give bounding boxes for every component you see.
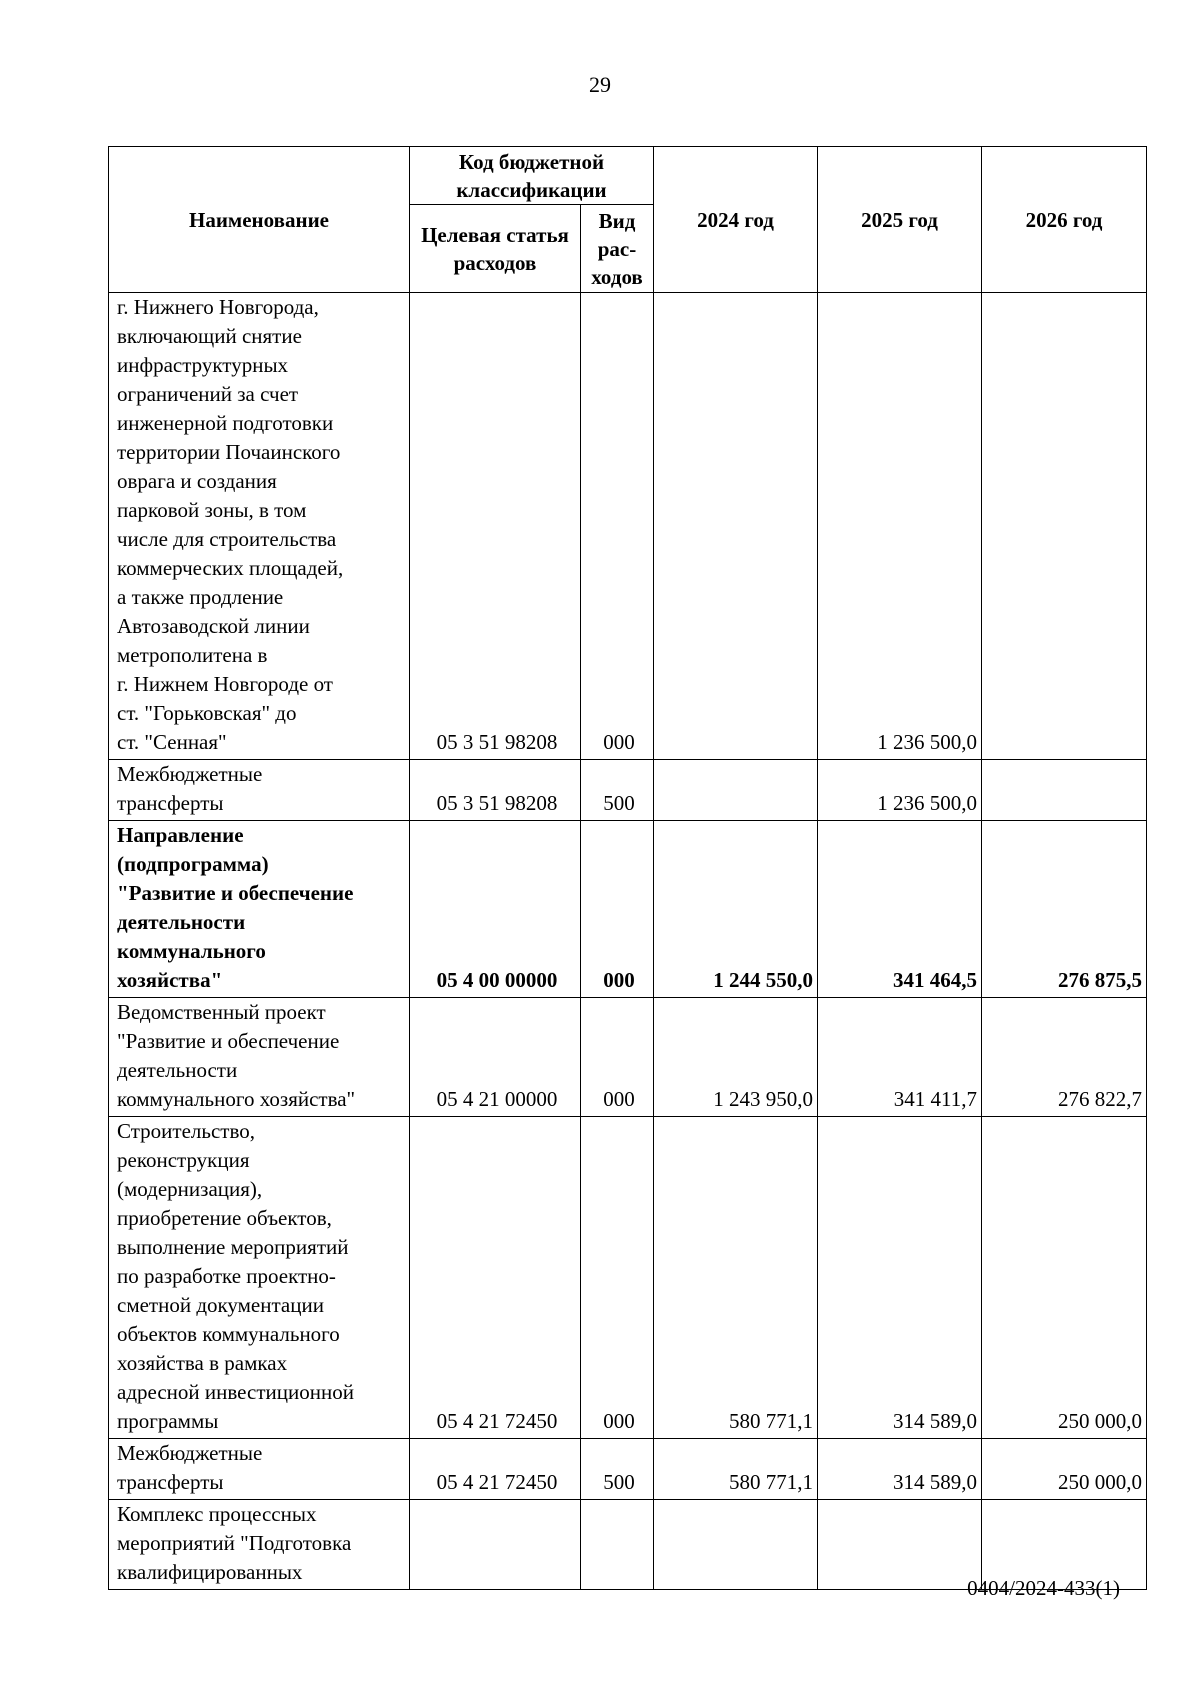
cell-2024: 1 243 950,0 bbox=[654, 998, 818, 1117]
header-target: Целевая статья расходов bbox=[410, 205, 581, 293]
table-row bbox=[109, 1439, 1147, 1500]
cell-target-code: 05 4 21 00000 bbox=[410, 998, 581, 1117]
cell-target-code bbox=[410, 1500, 581, 1590]
cell-name: Направление (подпрограмма) "Развитие и обеспечение деятельности коммунального хозяйства" bbox=[109, 821, 410, 998]
page-number: 29 bbox=[589, 72, 611, 97]
cell-2025: 1 236 500,0 bbox=[818, 760, 982, 821]
cell-2026 bbox=[982, 293, 1147, 760]
cell-2025: 1 236 500,0 bbox=[818, 293, 982, 760]
cell-target-code: 05 4 21 72450 bbox=[410, 1117, 581, 1439]
table-header bbox=[109, 147, 1147, 293]
cell-2026: 250 000,0 bbox=[982, 1117, 1147, 1439]
cell-expense-kind: 000 bbox=[581, 293, 654, 760]
cell-name: Межбюджетные трансферты bbox=[109, 760, 410, 821]
cell-2025: 314 589,0 bbox=[818, 1117, 982, 1439]
cell-2024: 580 771,1 bbox=[654, 1117, 818, 1439]
header-2024: 2024 год bbox=[654, 147, 818, 293]
table-row bbox=[109, 760, 1147, 821]
cell-2024: 1 244 550,0 bbox=[654, 821, 818, 998]
budget-table bbox=[108, 146, 1147, 1590]
cell-target-code: 05 3 51 98208 bbox=[410, 760, 581, 821]
header-2026: 2026 год bbox=[982, 147, 1147, 293]
cell-2026 bbox=[982, 760, 1147, 821]
cell-2025: 341 464,5 bbox=[818, 821, 982, 998]
cell-2025: 314 589,0 bbox=[818, 1439, 982, 1500]
header-name: Наименование bbox=[109, 147, 410, 293]
table-row bbox=[109, 998, 1147, 1117]
cell-2026: 250 000,0 bbox=[982, 1439, 1147, 1500]
cell-2024 bbox=[654, 760, 818, 821]
cell-expense-kind bbox=[581, 1500, 654, 1590]
cell-2025 bbox=[818, 1500, 982, 1590]
cell-2026: 276 822,7 bbox=[982, 998, 1147, 1117]
cell-expense-kind: 000 bbox=[581, 998, 654, 1117]
cell-name: г. Нижнего Новгорода, включающий снятие инфраструктурных ограничений за счет инженерной подготовки территории Почаинского оврага и создания парковой зоны, в том числе для строительства коммерческих площадей, а также продление Автозаводской линии метрополитена в г. Нижнем Новгороде от ст. "Горьковская" до ст. "Сенная" bbox=[109, 293, 410, 760]
cell-expense-kind: 000 bbox=[581, 1117, 654, 1439]
cell-name: Ведомственный проект "Развитие и обеспечение деятельности коммунального хозяйства" bbox=[109, 998, 410, 1117]
cell-name: Строительство, реконструкция (модернизация), приобретение объектов, выполнение мероприятий по разработке проектно- сметной документации объектов коммунального хозяйства в рамках адресной инвестиционной программы bbox=[109, 1117, 410, 1439]
cell-target-code: 05 4 21 72450 bbox=[410, 1439, 581, 1500]
cell-name: Межбюджетные трансферты bbox=[109, 1439, 410, 1500]
cell-target-code: 05 4 00 00000 bbox=[410, 821, 581, 998]
header-2025: 2025 год bbox=[818, 147, 982, 293]
cell-expense-kind: 000 bbox=[581, 821, 654, 998]
cell-name: Комплекс процессных мероприятий "Подготовка квалифицированных bbox=[109, 1500, 410, 1590]
header-kind: Вид рас-ходов bbox=[581, 205, 654, 293]
cell-expense-kind: 500 bbox=[581, 760, 654, 821]
cell-target-code: 05 3 51 98208 bbox=[410, 293, 581, 760]
table-row bbox=[109, 293, 1147, 760]
cell-expense-kind: 500 bbox=[581, 1439, 654, 1500]
table-row bbox=[109, 821, 1147, 998]
cell-2026: 276 875,5 bbox=[982, 821, 1147, 998]
table-body bbox=[109, 293, 1147, 1590]
cell-2024 bbox=[654, 1500, 818, 1590]
header-code-group: Код бюджетной классификации bbox=[410, 147, 654, 205]
cell-2024: 580 771,1 bbox=[654, 1439, 818, 1500]
document-id: 0404/2024-433(1) bbox=[967, 1576, 1120, 1600]
cell-2024 bbox=[654, 293, 818, 760]
cell-2025: 341 411,7 bbox=[818, 998, 982, 1117]
table-row bbox=[109, 1117, 1147, 1439]
